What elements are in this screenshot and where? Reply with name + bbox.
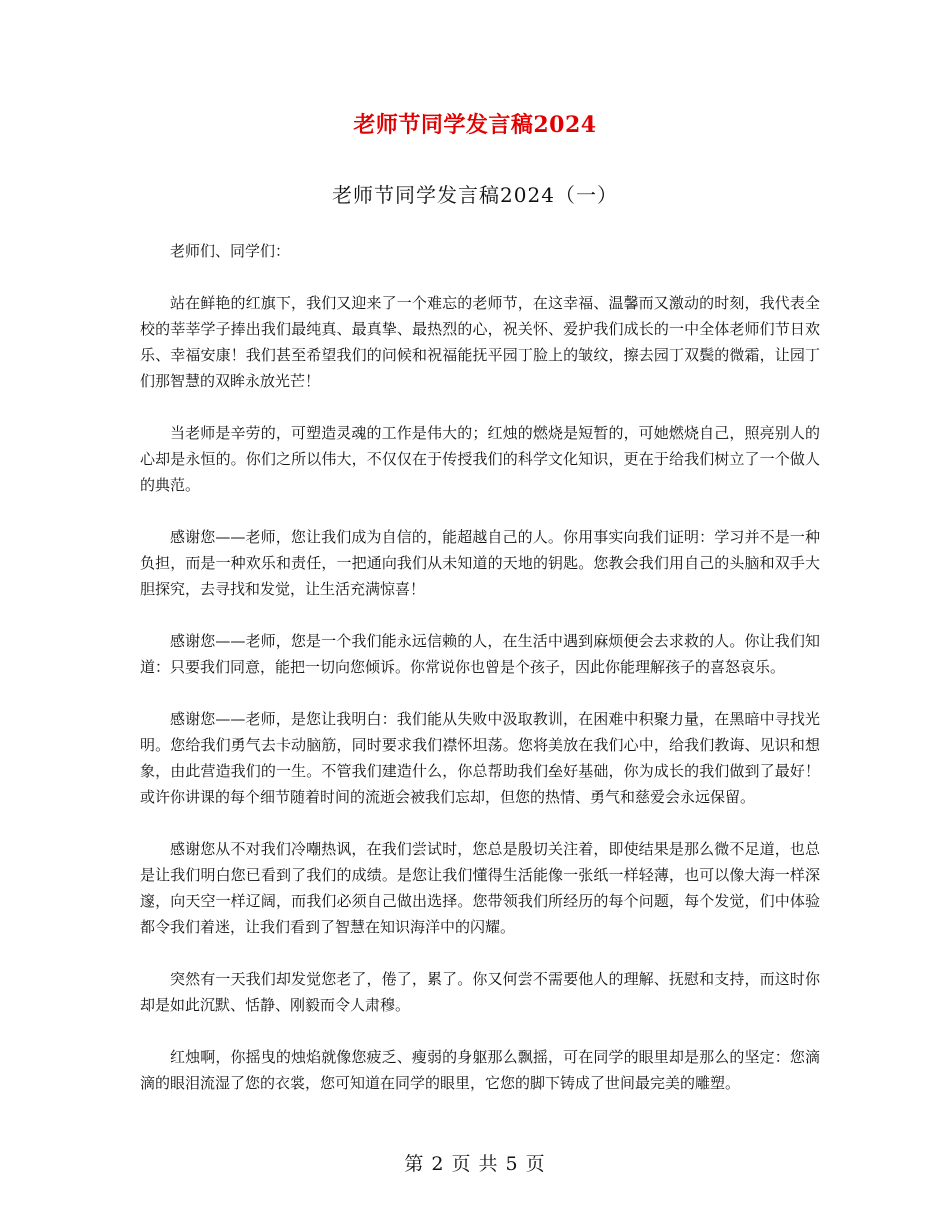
document-subtitle: 老师节同学发言稿2024（一） bbox=[332, 183, 618, 207]
greeting-paragraph: 老师们、同学们： bbox=[170, 242, 291, 260]
body-paragraph: 感谢您从不对我们冷嘲热讽，在我们尝试时，您总是殷切关注着，即使结果是那么微不足道，也总是让我们明白您已看到了我们的成绩。是您让我们懂得生活能像一张纸一样轻薄，也可以像大海一样深邃，向天空一样辽阔，而我们必须自己做出选择。您带领我们所经历的每个问题，每个发觉，们中体验都令我们着迷，让我们看到了智慧在知识海洋中的闪耀。 bbox=[140, 840, 820, 936]
body-paragraph: 突然有一天我们却发觉您老了，倦了，累了。你又何尝不需要他人的理解、抚慰和支持，而这时你却是如此沉默、恬静、刚毅而令人肃穆。 bbox=[140, 970, 820, 1014]
body-paragraph: 感谢您——老师，您是一个我们能永远信赖的人，在生活中遇到麻烦便会去求救的人。你让我们知道：只要我们同意，能把一切向您倾诉。你常说你也曾是个孩子，因此你能理解孩子的喜怒哀乐。 bbox=[140, 632, 820, 676]
body-paragraph: 感谢您——老师，是您让我明白：我们能从失败中汲取教训，在困难中积聚力量，在黑暗中寻找光明。您给我们勇气去卡动脑筋，同时要求我们襟怀坦荡。您将美放在我们心中，给我们教诲、见识和想象，由此营造我们的一生。不管我们建造什么，你总帮助我们垒好基础，你为成长的我们做到了最好！或许你讲课的每个细节随着时间的流逝会被我们忘却，但您的热情、勇气和慈爱会永远保留。 bbox=[140, 710, 820, 806]
body-paragraph: 红烛啊，你摇曳的烛焰就像您疲乏、瘦弱的身躯那么飘摇，可在同学的眼里却是那么的坚定：您滴滴的眼泪流湿了您的衣裳，您可知道在同学的眼里，它您的脚下铸成了世间最完美的雕塑。 bbox=[140, 1048, 820, 1092]
body-paragraph: 感谢您——老师，您让我们成为自信的，能超越自己的人。你用事实向我们证明：学习并不是一种负担，而是一种欢乐和责任，一把通向我们从未知道的天地的钥匙。您教会我们用自己的头脑和双手大胆探究，去寻找和发觉，让生活充满惊喜！ bbox=[140, 528, 820, 598]
document-body bbox=[140, 238, 820, 1122]
document-title: 老师节同学发言稿2024 bbox=[353, 112, 597, 138]
body-paragraph: 当老师是辛劳的，可塑造灵魂的工作是伟大的；红烛的燃烧是短暂的，可她燃烧自己，照亮别人的心却是永恒的。你们之所以伟大，不仅仅在于传授我们的科学文化知识，更在于给我们树立了一个做人的典范。 bbox=[140, 424, 820, 494]
body-paragraph: 站在鲜艳的红旗下，我们又迎来了一个难忘的老师节，在这幸福、温馨而又激动的时刻，我代表全校的莘莘学子捧出我们最纯真、最真挚、最热烈的心，祝关怀、爱护我们成长的一中全体老师们节日欢乐、幸福安康！我们甚至希望我们的问候和祝福能抚平园丁脸上的皱纹，擦去园丁双鬓的微霜，让园丁们那智慧的双眸永放光芒！ bbox=[140, 294, 820, 390]
page-number-footer: 第 2 页 共 5 页 bbox=[404, 1153, 546, 1175]
